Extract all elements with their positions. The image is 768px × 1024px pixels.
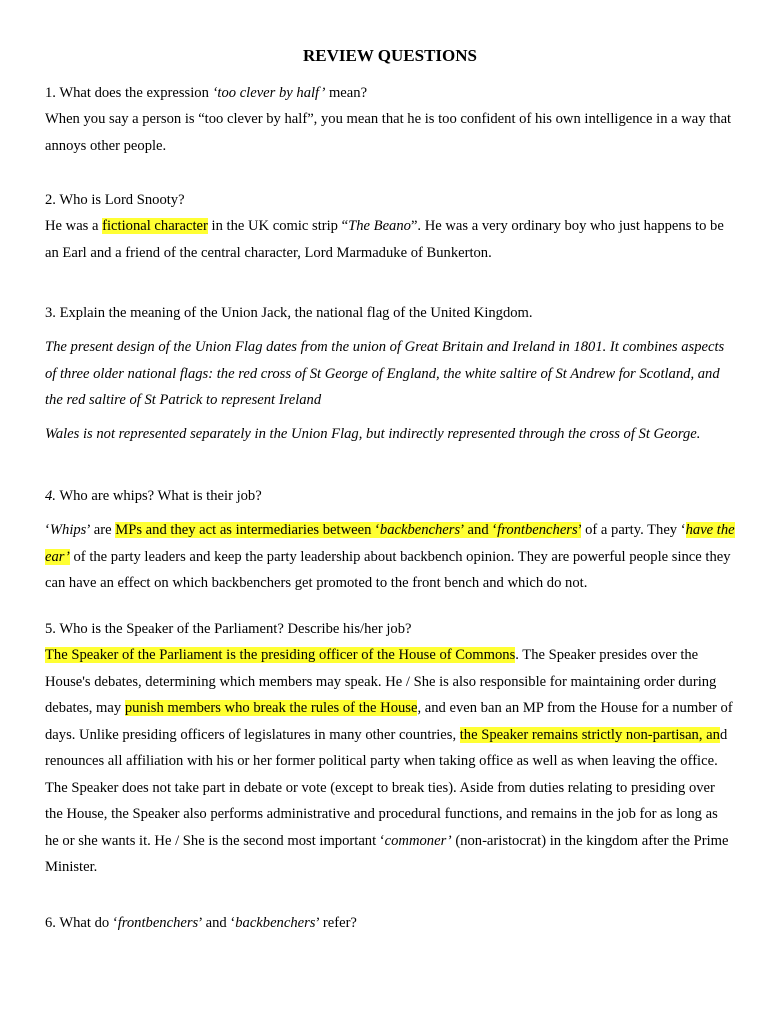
answer-1: When you say a person is “too clever by half”, you mean that he is too confident of his own intelligence in a way that annoys other people.: [45, 111, 732, 154]
question-5: 5. Who is the Speaker of the Parliament? Describe his/her job?: [45, 621, 412, 637]
answer-3-paragraph-2: Wales is not represented separately in the Union Flag, but indirectly represented through the cross of St George.: [45, 426, 701, 442]
question-3: 3. Explain the meaning of the Union Jack, the national flag of the United Kingdom.: [45, 305, 533, 321]
highlight: the Speaker remains strictly non-partisan, an: [459, 726, 720, 743]
page-title: REVIEW QUESTIONS: [303, 46, 477, 65]
highlight: fictional character: [102, 218, 208, 234]
answer-2: He was a fictional character in the UK comic strip “The Beano”. He was a very ordinary boy who just happens to be an Earl and a friend of the central character, Lord Marmaduke of Bunkerton.: [45, 218, 724, 261]
question-2: 2. Who is Lord Snooty?: [45, 192, 185, 208]
highlight: have the ear’: [45, 522, 735, 565]
answer-3-paragraph-1: The present design of the Union Flag dates from the union of Great Britain and Ireland in 1801. It combines aspects of three older national flags: the red cross of St George of England, the white saltire of St Andrew for Scotland, and the red saltire of St Patrick to represent Ireland: [45, 339, 725, 408]
question-4: 4. Who are whips? What is their job?: [45, 488, 262, 504]
answer-4: ‘Whips’ are MPs and they act as intermediaries between ‘backbenchers’ and ‘frontbenchers’ of a party. They ‘have the ear’ of the party leaders and keep the party leadership about backbench opinion. They are powerful people since they can have an effect on which backbenchers get promoted to the front bench and which do not.: [45, 522, 735, 591]
highlight: punish members who break the rules of the House: [124, 700, 418, 716]
answer-5: The Speaker of the Parliament is the presiding officer of the House of Commons. The Speaker presides over the House's debates, determining which members may speak. He / She is also responsible for maintaining order during debates, may punish members who break the rules of the House, and even ban an MP from the House for a number of days. Unlike presiding officers of legislatures in many other countries, the Speaker remains strictly non-partisan, and renounces all affiliation with his or her former political party when taking office as well as when leaving the office. The Speaker does not take part in debate or vote (except to break ties). Aside from duties relating to presiding over the House, the Speaker also performs administrative and procedural functions, and remains in the job for as long as he or she wants it. He / She is the second most important ‘commoner’ (non-aristocrat) in the kingdom after the Prime Minister.: [45, 647, 733, 875]
highlight: The Speaker of the Parliament is the presiding officer of the House of Commons: [45, 647, 516, 663]
highlight: MPs and they act as intermediaries between ‘backbenchers’ and ‘frontbenchers’: [115, 522, 582, 538]
question-6: 6. What do ‘frontbenchers’ and ‘backbenchers’ refer?: [45, 915, 357, 931]
question-1: 1. What does the expression ‘too clever by half’ mean?: [45, 85, 368, 101]
